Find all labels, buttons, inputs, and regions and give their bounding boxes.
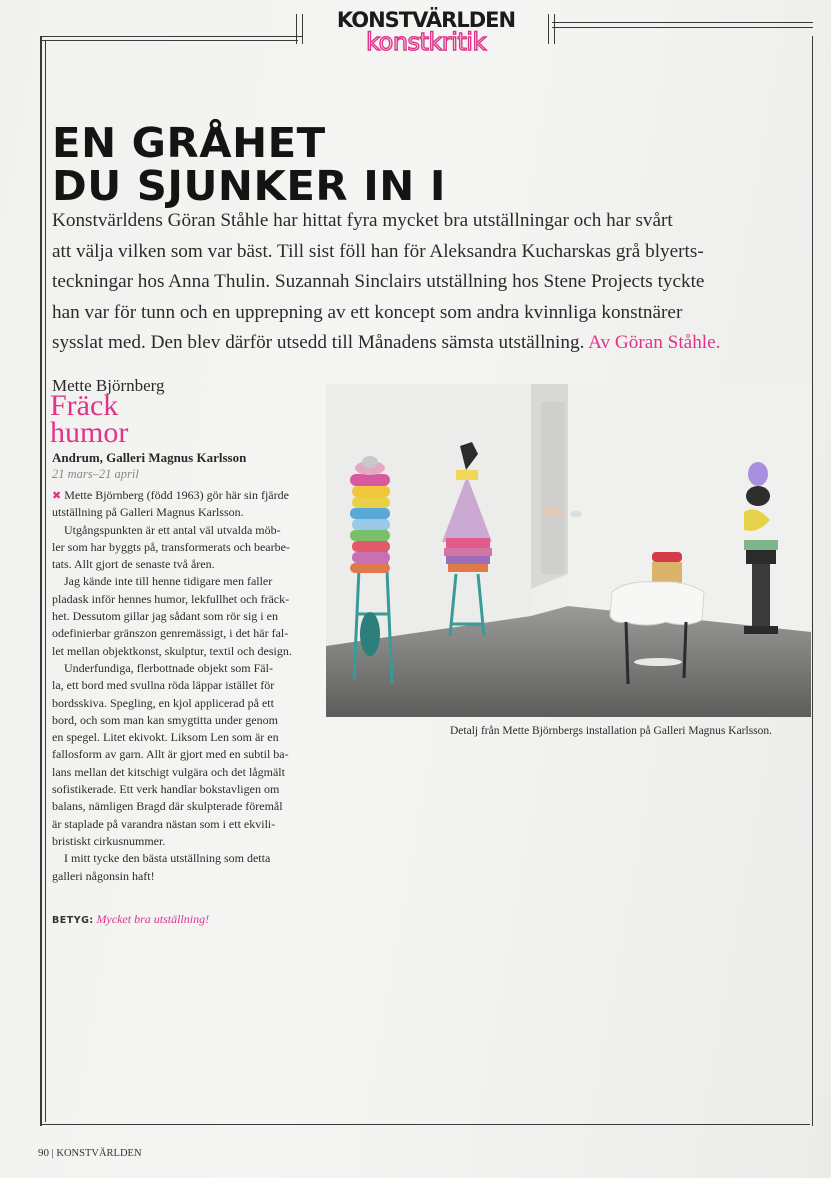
article-lead (52, 206, 812, 359)
review-line: fallosform av garn. Allt är gjort med en subtil ba- (52, 747, 289, 762)
lead-line (52, 328, 812, 359)
lead-line: han var för tunn och en upprepning av ett koncept som andra kvinnliga konstnärer (52, 301, 683, 323)
review-paragraph (52, 487, 314, 522)
section-logo (324, 4, 528, 58)
review-title (50, 389, 129, 449)
rating-value: Mycket bra utställning! (96, 912, 210, 926)
logo-wordmark: KONSTVÄRLDEN (336, 8, 516, 32)
review-line: utställning på Galleri Magnus Karlsson. (52, 505, 244, 520)
review-line: pladask inför hennes humor, lekfullhet och fräck- (52, 591, 290, 606)
review-line: sofistikerade. Ett verk handlar bokstavligen om (52, 782, 280, 797)
header-rule-left (40, 36, 302, 37)
review-line: Underfundiga, flerbottnade objekt som Fäl- (64, 660, 273, 675)
review-line: Utgångspunkten är ett antal väl utvalda möb- (64, 522, 281, 537)
review-line: let mellan objektkonst, skulptur, textil och design. (52, 643, 292, 658)
review-line: Jag kände inte till henne tidigare men faller (64, 574, 273, 589)
review-line: är staplade på varandra nästan som i ett ekvili- (52, 816, 276, 831)
footer-separator: | (51, 1148, 54, 1159)
review-line: ler som har byggts på, transformerats och bearbe- (52, 539, 290, 554)
installation-photo-illustration (326, 384, 811, 717)
review-line: bristiskt cirkusnummer. (52, 833, 166, 848)
review-line: bordsskiva. Spegling, en kjol applicerad på ett (52, 695, 274, 710)
review-line: la, ett bord med svullna röda läppar istället för (52, 678, 275, 693)
review-line: balans, nämligen Bragd där skulpterade föremål (52, 799, 283, 814)
lead-last-text: sysslat med. Den blev därför utsedd till Månadens sämsta utställning. (52, 332, 589, 353)
review-line: galleri någonsin haft! (52, 868, 155, 883)
lead-line: Konstvärldens Göran Ståhle har hittat fyra mycket bra utställningar och har svårt (52, 210, 673, 231)
review-paragraph (52, 522, 314, 574)
logo-section-name: konstkritik (366, 28, 486, 56)
review-line: I mitt tycke den bästa utställning som detta (64, 851, 271, 866)
installation-photo (326, 384, 811, 717)
header-rule-left-2 (40, 40, 298, 41)
review-line: het. Dessutom gillar jag sådant som rör sig i en (52, 609, 278, 624)
cross-marker-icon: ✖ (52, 489, 62, 502)
page-frame-left (40, 36, 42, 1126)
exhibition-dates: 21 mars–21 april (52, 467, 139, 481)
review-line (52, 487, 314, 504)
review-line-text: Mette Björnberg (född 1963) gör här sin fjärde (61, 488, 289, 502)
review-line: bord, och som man kan smygtitta under genom (52, 712, 278, 727)
lead-line: teckningar hos Anna Thulin. Suzannah Sinclairs utställning hos Stene Projects tyckte (52, 271, 705, 292)
artist-name: Mette Björnberg (52, 376, 165, 395)
header-tick-left-2 (296, 14, 297, 44)
review-title-line: Fräck (50, 389, 119, 422)
author-byline: Av Göran Ståhle. (588, 332, 721, 353)
header-tick-right (548, 14, 549, 44)
review-paragraph (52, 660, 314, 850)
article-headline (52, 119, 446, 210)
review-line: en spegel. Litet ekivokt. Liksom Len som är en (52, 730, 279, 745)
review-paragraph (52, 573, 314, 659)
header-rule-right-2 (552, 27, 813, 28)
rating-label: BETYG: (52, 915, 94, 926)
exhibition-venue: Andrum, Galleri Magnus Karlsson (52, 450, 247, 465)
magazine-name: KONSTVÄRLDEN (56, 1148, 142, 1159)
lead-line: att välja vilken som var bäst. Till sist föll han för Aleksandra Kucharskas grå blyerts- (52, 240, 704, 262)
review-line: tats. Allt gjort de senaste två åren. (52, 557, 215, 572)
header-tick-right-2 (554, 14, 555, 44)
review-paragraph (52, 850, 314, 885)
header-tick-left (302, 14, 303, 44)
review-line: odefinierbar gränszon genremässigt, i det här fal- (52, 626, 289, 641)
page-number: 90 (38, 1147, 49, 1159)
headline-line: DU SJUNKER IN I (52, 162, 446, 210)
review-body (52, 487, 314, 885)
page-frame-right (812, 36, 813, 1126)
page-frame-bottom (40, 1124, 810, 1125)
page-footer (38, 1147, 142, 1159)
review-rating (52, 912, 209, 927)
photo-caption: Detalj från Mette Björnbergs installation på Galleri Magnus Karlsson. (450, 725, 773, 737)
header-rule-right (552, 22, 813, 23)
review-line: lans mellan det kitschigt vulgära och det lågmält (52, 764, 285, 779)
review-title-line: humor (50, 416, 129, 449)
page-frame-left-inner (45, 40, 46, 1122)
headline-line: EN GRÅHET (52, 119, 326, 167)
